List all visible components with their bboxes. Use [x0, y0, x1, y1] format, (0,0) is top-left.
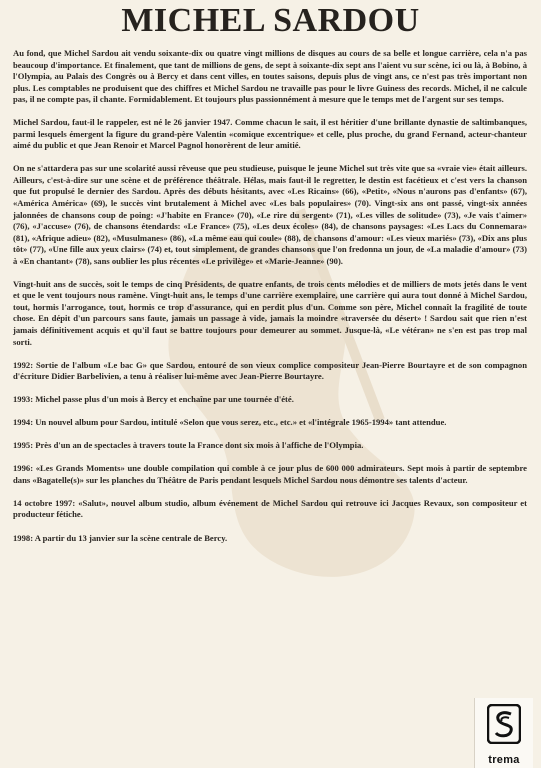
timeline-1996: 1996: «Les Grands Moments» une double compilation qui comble à ce jour plus de 600 000 admirateurs. Sept mois à partir de septembre dans «Bagatelle(s)» sur les planches du Théâtre de Paris pendant lesquels Michel Sardou nous démontre ses talents d'acteur. [13, 463, 527, 485]
logo-text: trema [488, 754, 520, 766]
success-paragraph: Vingt-huit ans de succès, soit le temps de cinq Présidents, de quatre enfants, de trois cents mélodies et de milliers de mots jetés dans le vent et que le vent toujours nous ramène. Vingt-huit ans, le temps d'une carrière exemplaire, une carrière qui aura tout donné à Michel Sardou, tout, hormis l'arrogance, tout, hormis ce trop d'assurance, qui en perdit plus d'un. Comme son père, Michel connaît la fragilité de toute chose. En dépit d'un parcours sans faute, jamais un passage à vide, jamais la moindre «traversée du désert» ! Sardou sait que rien n'est jamais définitivement acquis et qu'il faut se battre toujours pour demeurer au sommet. Jusque-là, «Le vétéran» ne s'en est pas trop mal sorti. [13, 278, 527, 347]
birth-paragraph: Michel Sardou, faut-il le rappeler, est né le 26 janvier 1947. Comme chacun le sait, il est héritier d'une brillante dynastie de saltimbanques, parmi lesquels émergent la figure du grand-père Valentin «comique excentrique» et celle, plus proche, du grand Fernand, acteur-chanteur aimé du public et que Jean Renoir et Marcel Pagnol honorèrent de leur amitié. [13, 117, 527, 151]
article-body [13, 48, 527, 556]
intro-paragraph: Au fond, que Michel Sardou ait vendu soixante-dix ou quatre vingt millions de disques au cours de sa belle et longue carrière, cela n'a pas beaucoup d'importance. Et finalement, que tant de millions de gens, de sept à soixante-dix sept ans l'aient vu sur scène, ici ou là, à Bobino, à l'Olympia, au Palais des Congrès ou à Bercy et dans cent villes, en toutes saisons, depuis plus de vingt ans, ce n'est pas très important non plus. Les comptables ne produisent que des chiffres et Michel Sardou ne travaille pas pour le livre Guiness des records. Michel, il ne calcule pas, il ne compte pas, il chante. Formidablement. Et toujours plus passionnément à mesure que le temps met de l'argent sur ses temps. [13, 48, 527, 105]
timeline-1995: 1995: Près d'un an de spectacles à travers toute la France dont six mois à l'affiche de l'Olympia. [13, 440, 364, 451]
trema-logo [474, 698, 533, 768]
timeline-1994: 1994: Un nouvel album pour Sardou, intitulé «Selon que vous serez, etc., etc.» et «l'intégrale 1965-1994» tant attendue. [13, 417, 447, 428]
timeline-1998: 1998: A partir du 13 janvier sur la scène centrale de Bercy. [13, 532, 228, 543]
timeline-1997: 14 octobre 1997: «Salut», nouvel album studio, album événement de Michel Sardou qui retrouve ici Jacques Revaux, son compositeur et producteur fétiche. [13, 497, 527, 520]
timeline-1992: 1992: Sortie de l'album «Le bac G» que Sardou, entouré de son vieux complice compositeur Jean-Pierre Bourtayre et de son compagnon d'écriture Didier Barbelivien, a tenu à réaliser lui-même avec Jean-Pierre Bourtayre. [13, 359, 527, 382]
career-paragraph: On ne s'attardera pas sur une scolarité aussi rêveuse que peu studieuse, puisque le jeune Michel sut très vite que sa «vraie vie» était ailleurs. Ailleurs, c'est-à-dire sur une scène et de préférence théâtrale. Hélas, mais faut-il le regretter, le destin est facétieux et c'est vers la chanson que fut propulsé le dernier des Sardou. Après des débuts hésitants, avec «Les Ricains» (66), «Petit», «Nous n'aurons pas d'enfants» (67), «América América» (69), le succès vint brutalement à Michel avec «Les bals populaires» (70). Vingt-six ans ont passé, vingt-six années jalonnées de chansons coup de poing: «J'habite en France» (70), «Le rire du sergent» (71), «Les villes de solitude» (73), «Je vais t'aimer» (76), «J'accuse» (76), de chansons étendards: «Le France» (75), «Les deux écoles» (84), de chansons paysages: «Les Lacs du Connemara» (81), «Afrique adieu» (82), «Musulmanes» (86), «La même eau qui coule» (88), de chansons d'amour: «Les vieux mariés» (73), «Dix ans plus tôt» (77), «Une fille aux yeux clairs» (74) et, tout simplement, de grandes chansons que l'on fredonna un jour, de «La maladie d'amour» (73) à «En chantant» (78), sans oublier les plus récentes «Le privilège» et «Marie-Jeanne» (90). [13, 163, 527, 266]
trema-logo-icon [487, 704, 521, 744]
page-title: MICHEL SARDOU [121, 2, 420, 39]
timeline-1993: 1993: Michel passe plus d'un mois à Bercy et enchaîne par une tournée d'été. [13, 394, 294, 405]
